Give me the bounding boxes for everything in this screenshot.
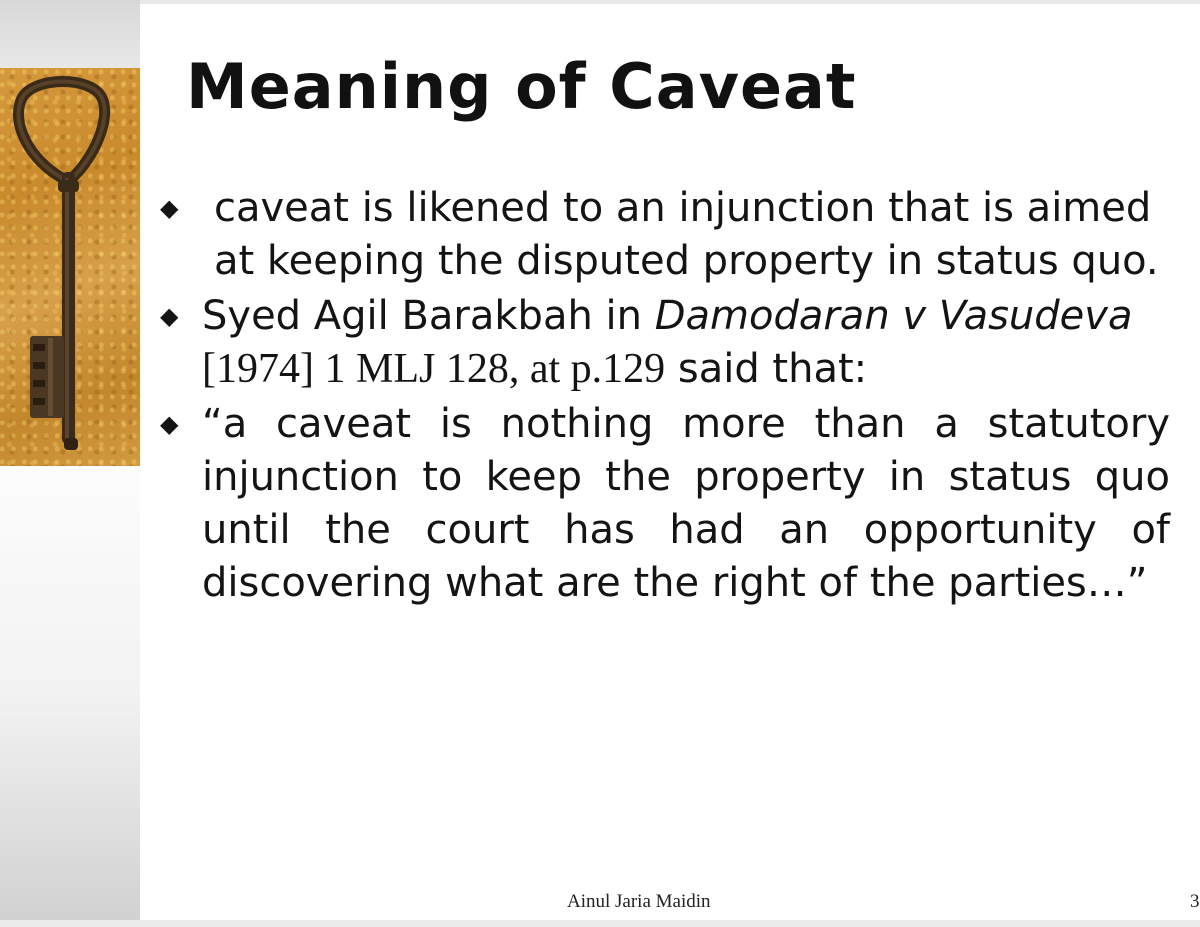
bullet-item <box>160 290 1170 396</box>
old-key-icon <box>0 68 140 466</box>
slide-title: Meaning of Caveat <box>186 50 857 123</box>
bullet-text: caveat is likened to an injunction that is aimed at keeping the disputed property in status quo. <box>214 185 1159 284</box>
top-rule <box>140 0 1200 4</box>
case-name: Damodaran v Vasudeva <box>654 293 1133 339</box>
case-citation: [1974] 1 MLJ 128, at p.129 <box>202 346 666 392</box>
diamond-bullet-icon: ◆ <box>160 302 179 330</box>
bullet-list <box>160 182 1170 612</box>
page-number: 3 <box>1190 891 1200 912</box>
diamond-bullet-icon: ◆ <box>160 410 179 438</box>
bullet-item <box>160 398 1170 610</box>
bullet-item <box>160 182 1170 288</box>
footer-author: Ainul Jaria Maidin <box>567 891 711 912</box>
bullet-text-suffix: said that: <box>665 346 868 392</box>
bullet-text-prefix: Syed Agil Barakbah in <box>202 293 655 339</box>
key-photo <box>0 68 140 466</box>
diamond-bullet-icon: ◆ <box>160 194 179 222</box>
bottom-rule <box>0 920 1200 927</box>
bullet-quote: “a caveat is nothing more than a statutory injunction to keep the property in status quo until the court has had an opportunity of discovering what are the right of the parties…” <box>202 401 1170 606</box>
